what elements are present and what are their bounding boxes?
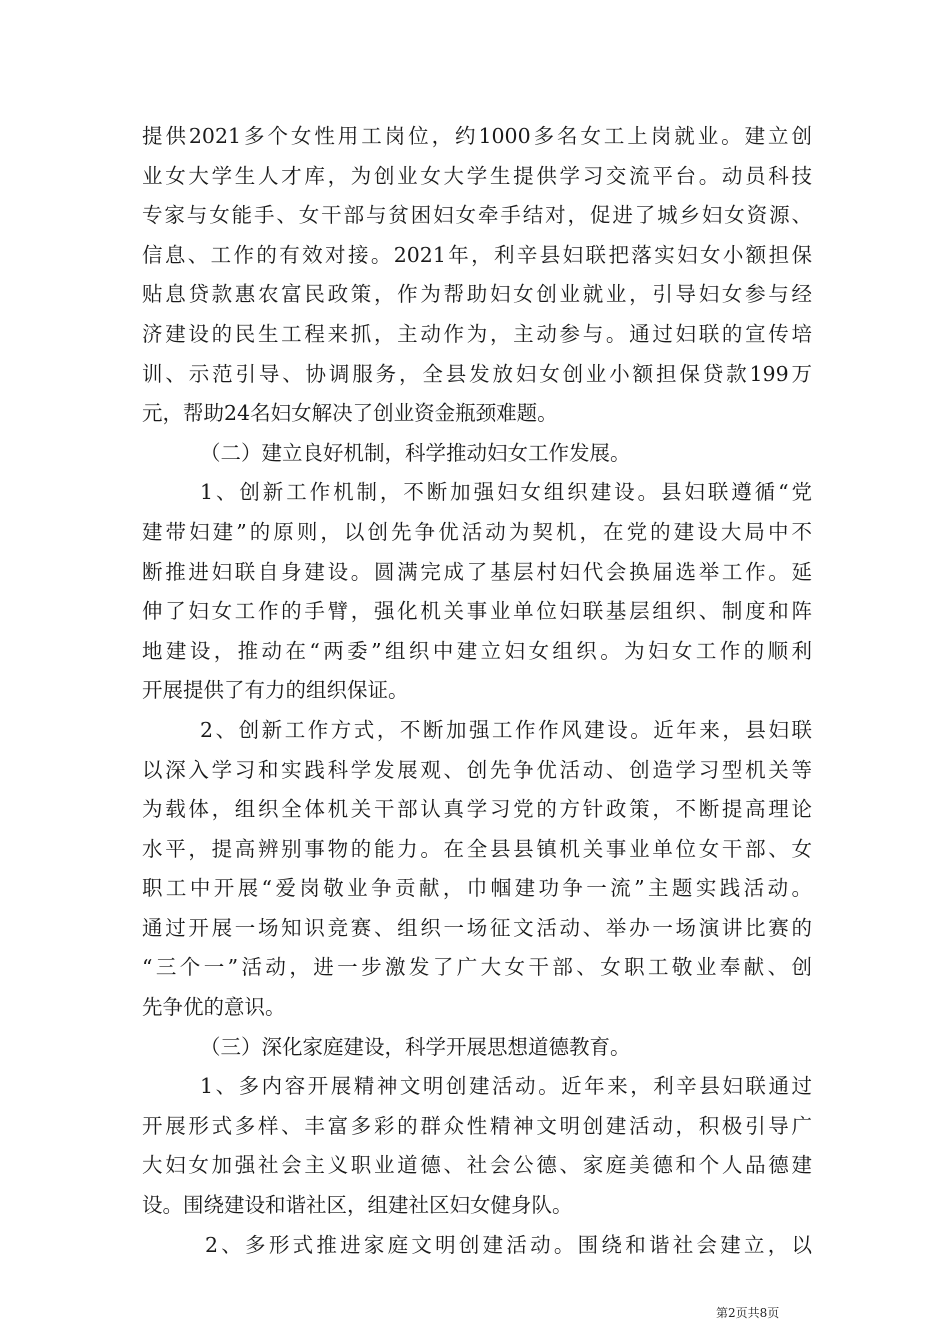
text-line: 2、创新工作方式，不断加强工作作风建设。近年来，县妇联 <box>200 717 812 742</box>
text-line: 1、创新工作机制，不断加强妇女组织建设。县妇联遵循“党 <box>200 480 812 505</box>
text-line: 信息、工作的有效对接。2021年，利辛县妇联把落实妇女小额担保 <box>142 242 812 267</box>
text-line: 水平，提高辨别事物的能力。在全县县镇机关事业单位女干部、女 <box>142 836 812 861</box>
text-line: 开展形式多样、丰富多彩的群众性精神文明创建活动，积极引导广 <box>142 1113 812 1138</box>
text-line: 设。围绕建设和谐社区，组建社区妇女健身队。 <box>142 1193 573 1218</box>
text-line: 专家与女能手、女干部与贫困妇女牵手结对，促进了城乡妇女资源、 <box>142 203 812 228</box>
text-line: 开展提供了有力的组织保证。 <box>142 678 409 703</box>
text-line: 为载体，组织全体机关干部认真学习党的方针政策，不断提高理论 <box>142 797 812 822</box>
text-line: 1、多内容开展精神文明创建活动。近年来，利辛县妇联通过 <box>200 1074 812 1099</box>
text-line: 职工中开展“爱岗敬业争贡献，巾帼建功争一流”主题实践活动。 <box>142 876 812 901</box>
page-number: 第2页共8页 <box>716 1306 780 1320</box>
text-line: 训、示范引导、协调服务，全县发放妇女创业小额担保贷款199万 <box>142 361 812 386</box>
text-line: 贴息贷款惠农富民政策，作为帮助妇女创业就业，引导妇女参与经 <box>142 282 812 307</box>
text-line: 提供2021多个女性用工岗位，约1000多名女工上岗就业。建立创 <box>142 124 812 148</box>
text-line: 大妇女加强社会主义职业道德、社会公德、家庭美德和个人品德建 <box>142 1153 812 1178</box>
text-line: 先争优的意识。 <box>142 995 286 1020</box>
text-line: 通过开展一场知识竞赛、组织一场征文活动、举办一场演讲比赛的 <box>142 915 812 940</box>
text-line: 建带妇建”的原则，以创先争优活动为契机，在党的建设大局中不 <box>142 519 812 544</box>
text-line: 业女大学生人才库，为创业女大学生提供学习交流平台。动员科技 <box>142 163 812 188</box>
text-line: （三）深化家庭建设，科学开展思想道德教育。 <box>200 1034 631 1059</box>
text-line: 伸了妇女工作的手臂，强化机关事业单位妇联基层组织、制度和阵 <box>142 599 812 624</box>
text-line: 济建设的民生工程来抓，主动作为，主动参与。通过妇联的宣传培 <box>142 321 812 346</box>
text-line: 以深入学习和实践科学发展观、创先争优活动、创造学习型机关等 <box>142 757 812 782</box>
text-line: 断推进妇联自身建设。圆满完成了基层村妇代会换届选举工作。延 <box>142 559 812 584</box>
text-line: 地建设，推动在“两委”组织中建立妇女组织。为妇女工作的顺利 <box>142 638 812 663</box>
text-line: （二）建立良好机制，科学推动妇女工作发展。 <box>200 440 631 465</box>
text-line: 元，帮助24名妇女解决了创业资金瓶颈难题。 <box>142 401 558 426</box>
body-text <box>142 117 812 1265</box>
text-line: “三个一”活动，进一步激发了广大女干部、女职工敬业奉献、创 <box>142 955 812 980</box>
text-line: 2、多形式推进家庭文明创建活动。围绕和谐社会建立，以 <box>205 1232 812 1257</box>
